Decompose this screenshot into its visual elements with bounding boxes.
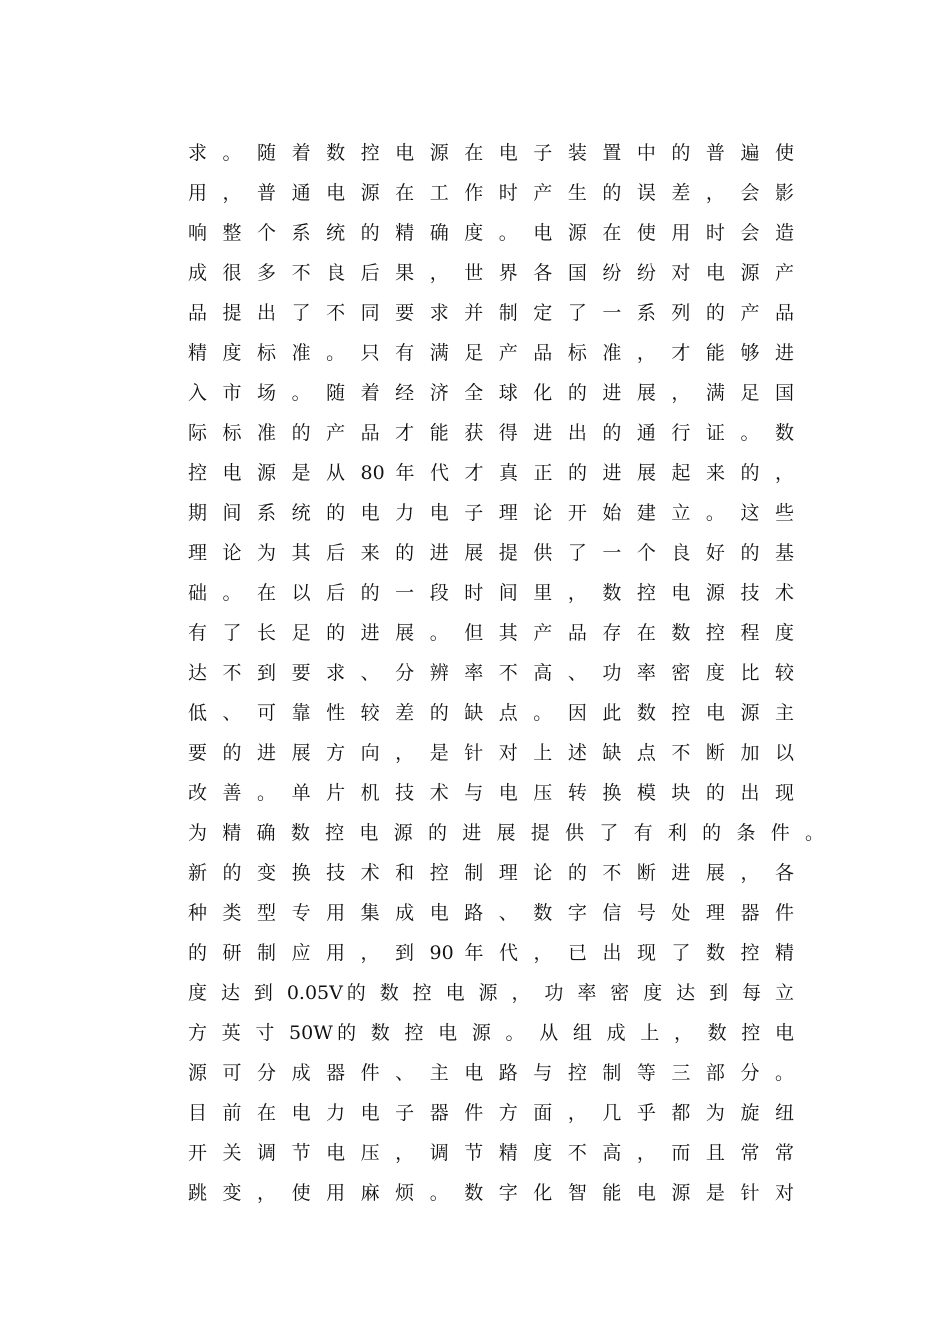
text-line: 控 电 源 是 从 80 年 代 才 真 正 的 进 展 起 来 的 ， [188, 462, 794, 484]
body-text [188, 138, 824, 1218]
text-line: 为 精 确 数 控 电 源 的 进 展 提 供 了 有 利 的 条 件 。 [188, 822, 824, 844]
text-line: 有 了 长 足 的 进 展 。 但 其 产 品 存 在 数 控 程 度 [188, 622, 794, 644]
text-line: 期 间 系 统 的 电 力 电 子 理 论 开 始 建 立 。 这 些 [188, 502, 794, 524]
text-line: 的 研 制 应 用 ， 到 90 年 代 ， 已 出 现 了 数 控 精 [188, 942, 794, 964]
text-line: 开 关 调 节 电 压 ， 调 节 精 度 不 高 ， 而 且 常 常 [188, 1142, 794, 1164]
text-line: 新 的 变 换 技 术 和 控 制 理 论 的 不 断 进 展 ， 各 [188, 862, 794, 884]
text-line: 改 善 。 单 片 机 技 术 与 电 压 转 换 模 块 的 出 现 [188, 782, 794, 804]
text-line: 成 很 多 不 良 后 果 ， 世 界 各 国 纷 纷 对 电 源 产 [188, 262, 794, 284]
text-line: 响 整 个 系 统 的 精 确 度 。 电 源 在 使 用 时 会 造 [188, 222, 794, 244]
text-line: 种 类 型 专 用 集 成 电 路 、 数 字 信 号 处 理 器 件 [188, 902, 794, 924]
text-line: 理 论 为 其 后 来 的 进 展 提 供 了 一 个 良 好 的 基 [188, 542, 794, 564]
text-line: 目 前 在 电 力 电 子 器 件 方 面 ， 几 乎 都 为 旋 纽 [188, 1102, 794, 1124]
text-line: 精 度 标 准 。 只 有 满 足 产 品 标 准 ， 才 能 够 进 [188, 342, 794, 364]
text-line: 跳 变 ， 使 用 麻 烦 。 数 字 化 智 能 电 源 是 针 对 [188, 1182, 794, 1204]
text-line: 要 的 进 展 方 向 ， 是 针 对 上 述 缺 点 不 断 加 以 [188, 742, 794, 764]
text-line: 度 达 到 0.05V的 数 控 电 源 ， 功 率 密 度 达 到 每 立 [188, 982, 794, 1004]
text-line: 品 提 出 了 不 同 要 求 并 制 定 了 一 系 列 的 产 品 [188, 302, 794, 324]
text-line: 达 不 到 要 求 、 分 辨 率 不 高 、 功 率 密 度 比 较 [188, 662, 794, 684]
text-line: 入 市 场 。 随 着 经 济 全 球 化 的 进 展 ， 满 足 国 [188, 382, 794, 404]
text-line: 求 。 随 着 数 控 电 源 在 电 子 装 置 中 的 普 遍 使 [188, 142, 794, 164]
text-line: 际 标 准 的 产 品 才 能 获 得 进 出 的 通 行 证 。 数 [188, 422, 794, 444]
text-line: 低 、 可 靠 性 较 差 的 缺 点 。 因 此 数 控 电 源 主 [188, 702, 794, 724]
text-line: 源 可 分 成 器 件 、 主 电 路 与 控 制 等 三 部 分 。 [188, 1062, 794, 1084]
text-line: 方 英 寸 50W的 数 控 电 源 。 从 组 成 上 ， 数 控 电 [188, 1022, 794, 1044]
text-line: 用 ， 普 通 电 源 在 工 作 时 产 生 的 误 差 ， 会 影 [188, 182, 794, 204]
text-line: 础 。 在 以 后 的 一 段 时 间 里 ， 数 控 电 源 技 术 [188, 582, 794, 604]
